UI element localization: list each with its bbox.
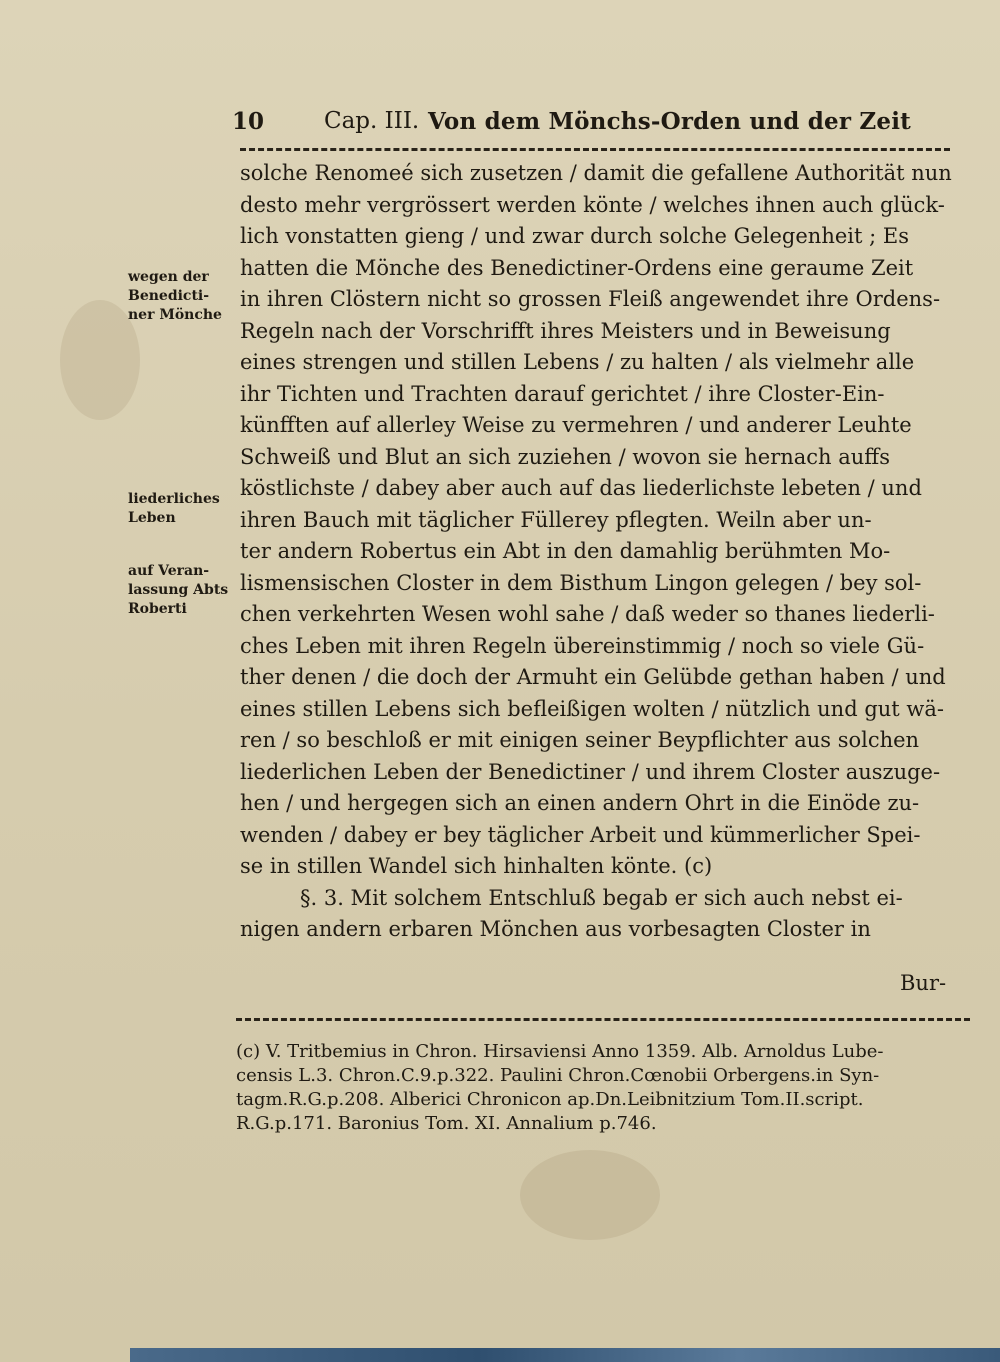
header-rule (240, 148, 950, 151)
text-line: in ihren Clöstern nicht so grossen Fleiß angewendet ihre Ordens- (240, 287, 941, 311)
text-line: ren / so beschloß er mit einigen seiner Beypflichter aus solchen (240, 728, 920, 752)
cover-edge (130, 1348, 1000, 1362)
text-line: §. 3. Mit solchem Entschluß begab er sich auch nebst ei- (300, 885, 903, 910)
text-line: ter andern Robertus ein Abt in den damahlig berühmten Mo- (240, 539, 891, 563)
footnote (236, 1040, 976, 1136)
text-line: ches Leben mit ihren Regeln übereinstimmig / noch so viele Gü- (240, 633, 925, 658)
footnote-line: R.G.p.171. Baronius Tom. XI. Annalium p.746. (236, 1113, 657, 1134)
page-number: 10 (232, 108, 265, 135)
running-header (232, 104, 911, 144)
text-line: hen / und hergegen sich an einen andern Ohrt in die Einöde zu- (240, 791, 920, 815)
text-line: künfften auf allerley Weise zu vermehren / und anderer Leuhte (240, 413, 912, 437)
text-line: solche Renomeé sich zusetzen / damit die gefallene Authorität nun (240, 161, 952, 185)
margin-note-line: Leben (128, 510, 176, 526)
text-line: hatten die Mönche des Benedictiner-Ordens eine geraume Zeit (240, 255, 914, 280)
margin-note-line: liederliches (128, 491, 220, 507)
text-line: lich vonstatten gieng / und zwar durch solche Gelegenheit ; Es (240, 224, 909, 248)
margin-note-line: ner Mönche (128, 307, 222, 323)
text-line: desto mehr vergrössert werden könte / welches ihnen auch glück- (240, 192, 945, 217)
text-line: se in stillen Wandel sich hinhalten könte. (c) (240, 854, 713, 878)
text-line: liederlichen Leben der Benedictiner / und ihrem Closter auszuge- (240, 759, 941, 784)
text-line: lismensischen Closter in dem Bisthum Lingon gelegen / bey sol- (240, 570, 922, 595)
chapter-label: Cap. III. (324, 108, 420, 134)
footnote-line: (c) V. Tritbemius in Chron. Hirsaviensi Anno 1359. Alb. Arnoldus Lube- (236, 1041, 884, 1062)
footnote-line: tagm.R.G.p.208. Alberici Chronicon ap.Dn.Leibnitzium Tom.II.script. (236, 1089, 864, 1110)
running-title: Von dem Mönchs-Orden und der Zeit (428, 108, 911, 135)
text-line: Schweiß und Blut an sich zuziehen / wovon sie hernach auffs (240, 444, 890, 469)
body-text (240, 158, 960, 946)
margin-note-line: Roberti (128, 601, 187, 617)
margin-note-line: auf Veran- (128, 563, 210, 579)
margin-note (128, 490, 232, 528)
text-line: ther denen / die doch der Armuht ein Gelübde gethan haben / und (240, 665, 946, 689)
text-line: wenden / dabey er bey täglicher Arbeit und kümmerlicher Spei- (240, 822, 921, 847)
text-line: eines stillen Lebens sich befleißigen wolten / nützlich und gut wä- (240, 696, 944, 721)
catchword: Bur- (900, 971, 947, 995)
margin-note (128, 268, 232, 325)
paper-stain (520, 1150, 660, 1240)
margin-note-line: Benedicti- (128, 288, 210, 304)
footnote-line: censis L.3. Chron.C.9.p.322. Paulini Chron.Cœnobii Orbergens.in Syn- (236, 1065, 880, 1086)
footnote-rule (236, 1018, 970, 1021)
margin-note-line: lassung Abts (128, 582, 229, 598)
text-line: köstlichste / dabey aber auch auf das liederlichste lebeten / und (240, 476, 922, 500)
text-line: eines strengen und stillen Lebens / zu halten / als vielmehr alle (240, 350, 915, 374)
margin-note-line: wegen der (128, 269, 209, 285)
text-line: ihren Bauch mit täglicher Füllerey pflegten. Weiln aber un- (240, 507, 872, 532)
text-line: Regeln nach der Vorschrifft ihres Meisters und in Beweisung (240, 318, 891, 343)
margin-note (128, 562, 232, 619)
text-line: ihr Tichten und Trachten darauf gerichtet / ihre Closter-Ein- (240, 381, 885, 406)
text-line: chen verkehrten Wesen wohl sahe / daß weder so thanes liederli- (240, 602, 935, 626)
text-line: nigen andern erbaren Mönchen aus vorbesagten Closter in (240, 917, 871, 941)
